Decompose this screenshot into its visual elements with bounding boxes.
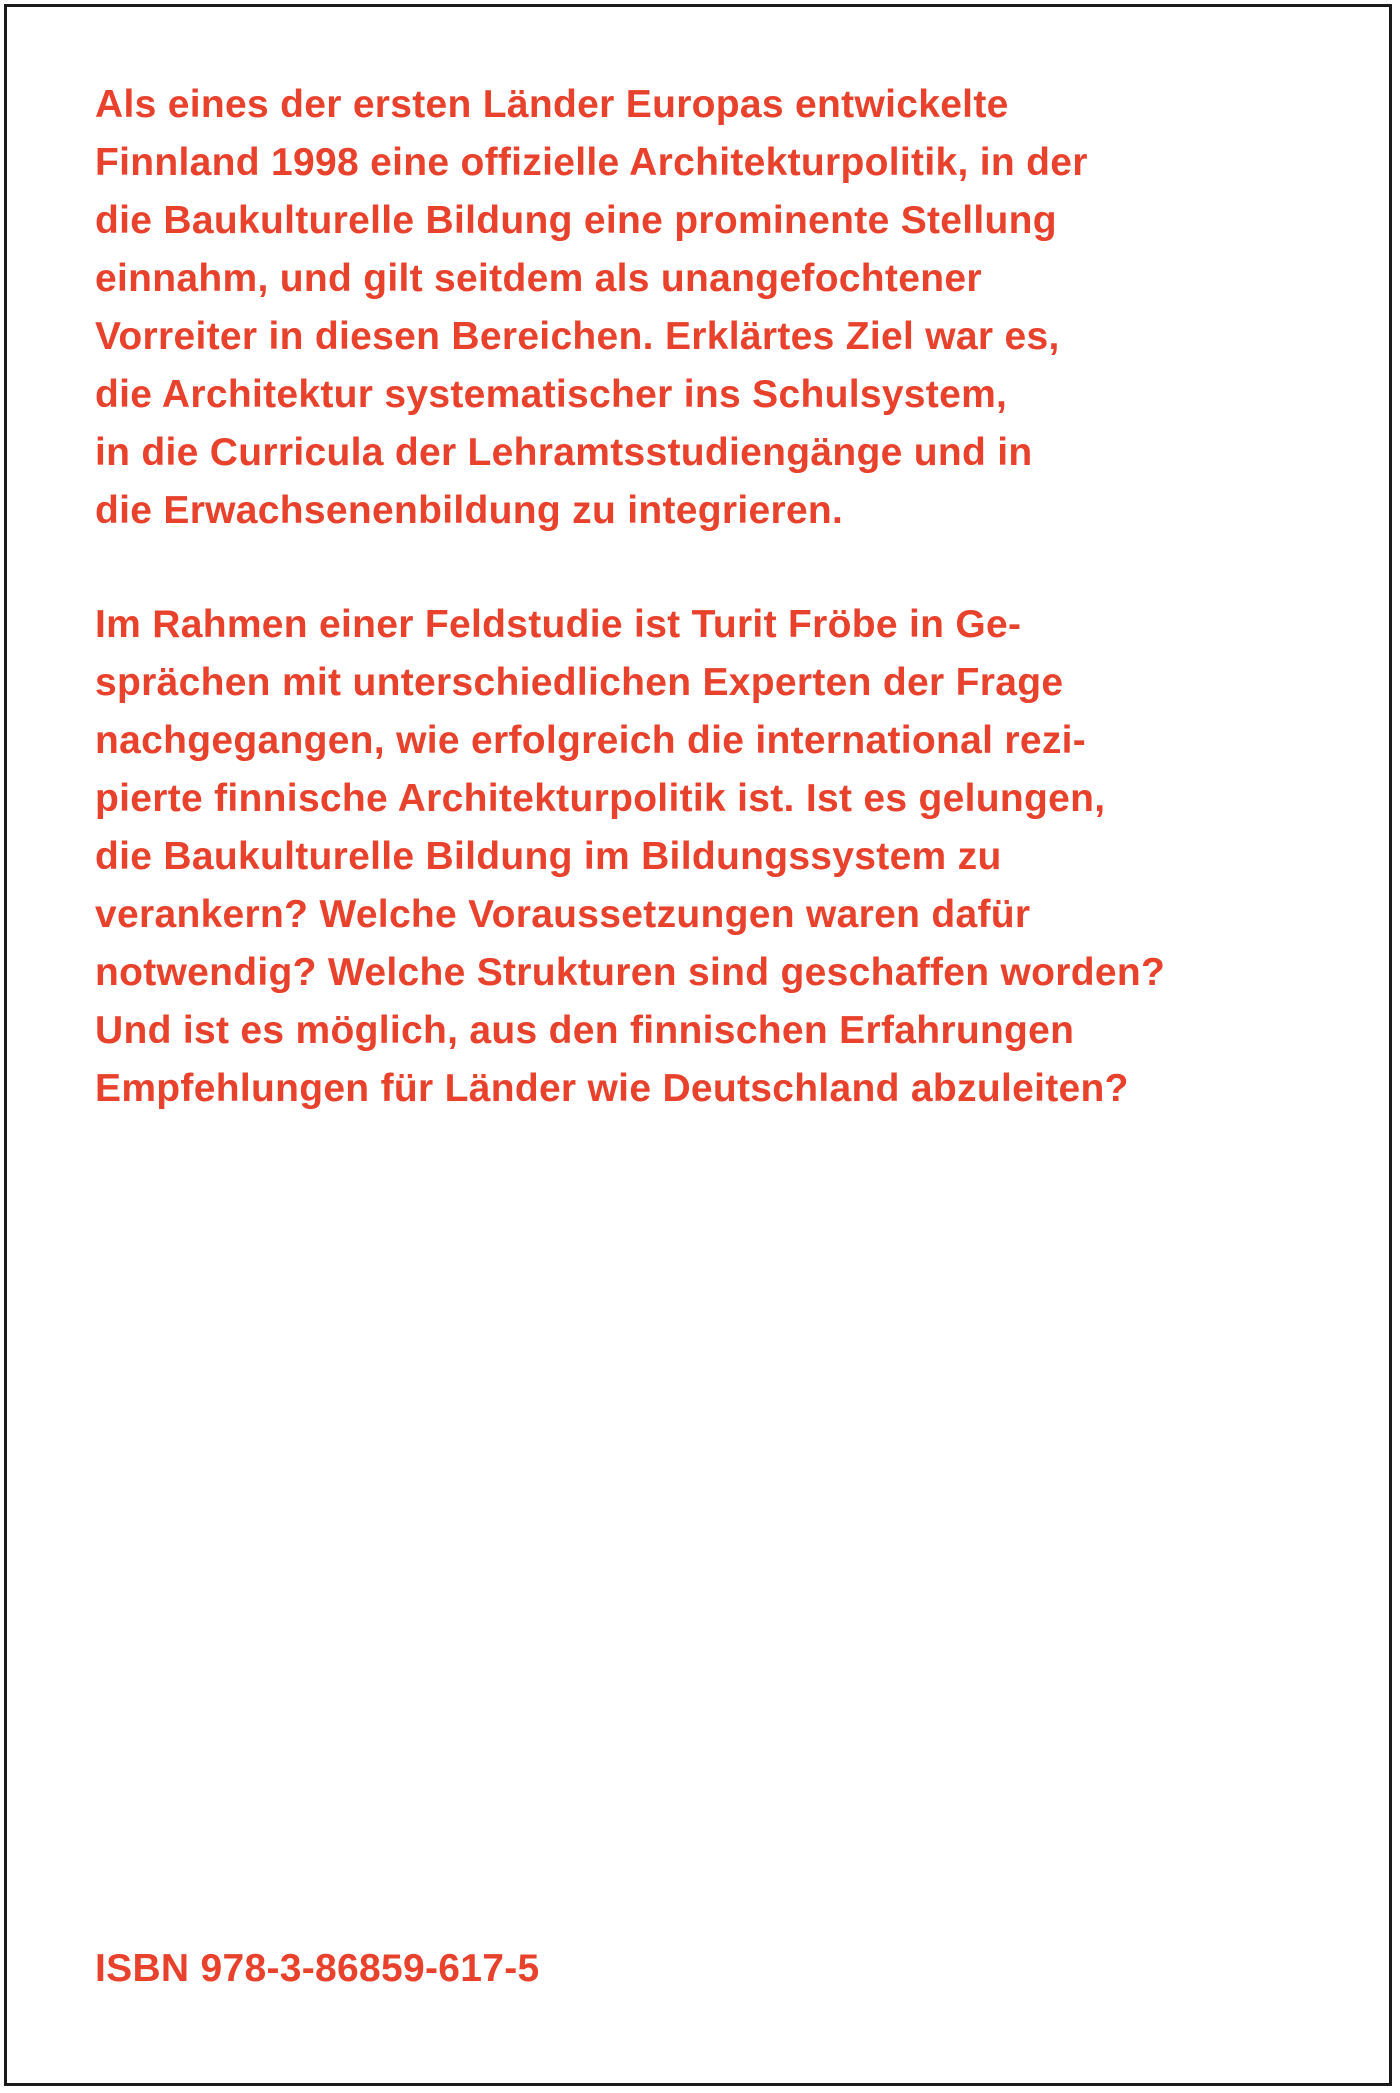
blurb-line: Als eines der ersten Länder Europas entwickelte <box>95 83 1009 126</box>
blurb-line: Vorreiter in diesen Bereichen. Erklärtes Ziel war es, <box>95 315 1060 358</box>
blurb-line: sprächen mit unterschiedlichen Experten der Frage <box>95 661 1064 704</box>
blurb-line: einnahm, und gilt seitdem als unangefochtener <box>95 257 982 300</box>
back-cover <box>4 4 1392 2086</box>
blurb-line: die Architektur systematischer ins Schulsystem, <box>95 373 1008 416</box>
blurb-line: pierte finnische Architekturpolitik ist. Ist es gelungen, <box>95 777 1106 820</box>
blurb-line: nachgegangen, wie erfolgreich die international rezi- <box>95 719 1087 762</box>
isbn-number: ISBN 978-3-86859-617-5 <box>95 1947 540 1990</box>
blurb-line: die Baukulturelle Bildung eine prominente Stellung <box>95 199 1057 242</box>
blurb-line: in die Curricula der Lehramtsstudiengänge und in <box>95 431 1033 474</box>
blurb-line: die Erwachsenenbildung zu integrieren. <box>95 489 844 532</box>
blurb-line: Finnland 1998 eine offizielle Architekturpolitik, in der <box>95 141 1088 184</box>
blurb-line: Im Rahmen einer Feldstudie ist Turit Fröbe in Ge- <box>95 603 1022 646</box>
blurb-line: Empfehlungen für Länder wie Deutschland abzuleiten? <box>95 1067 1129 1110</box>
blurb-line: notwendig? Welche Strukturen sind geschaffen worden? <box>95 951 1166 994</box>
blurb-line: die Baukulturelle Bildung im Bildungssystem zu <box>95 835 1002 878</box>
blurb-paragraph-1 <box>95 76 1355 540</box>
blurb-paragraph-2 <box>95 596 1355 1118</box>
blurb-line: Und ist es möglich, aus den finnischen Erfahrungen <box>95 1009 1075 1052</box>
blurb-line: verankern? Welche Voraussetzungen waren dafür <box>95 893 1031 936</box>
